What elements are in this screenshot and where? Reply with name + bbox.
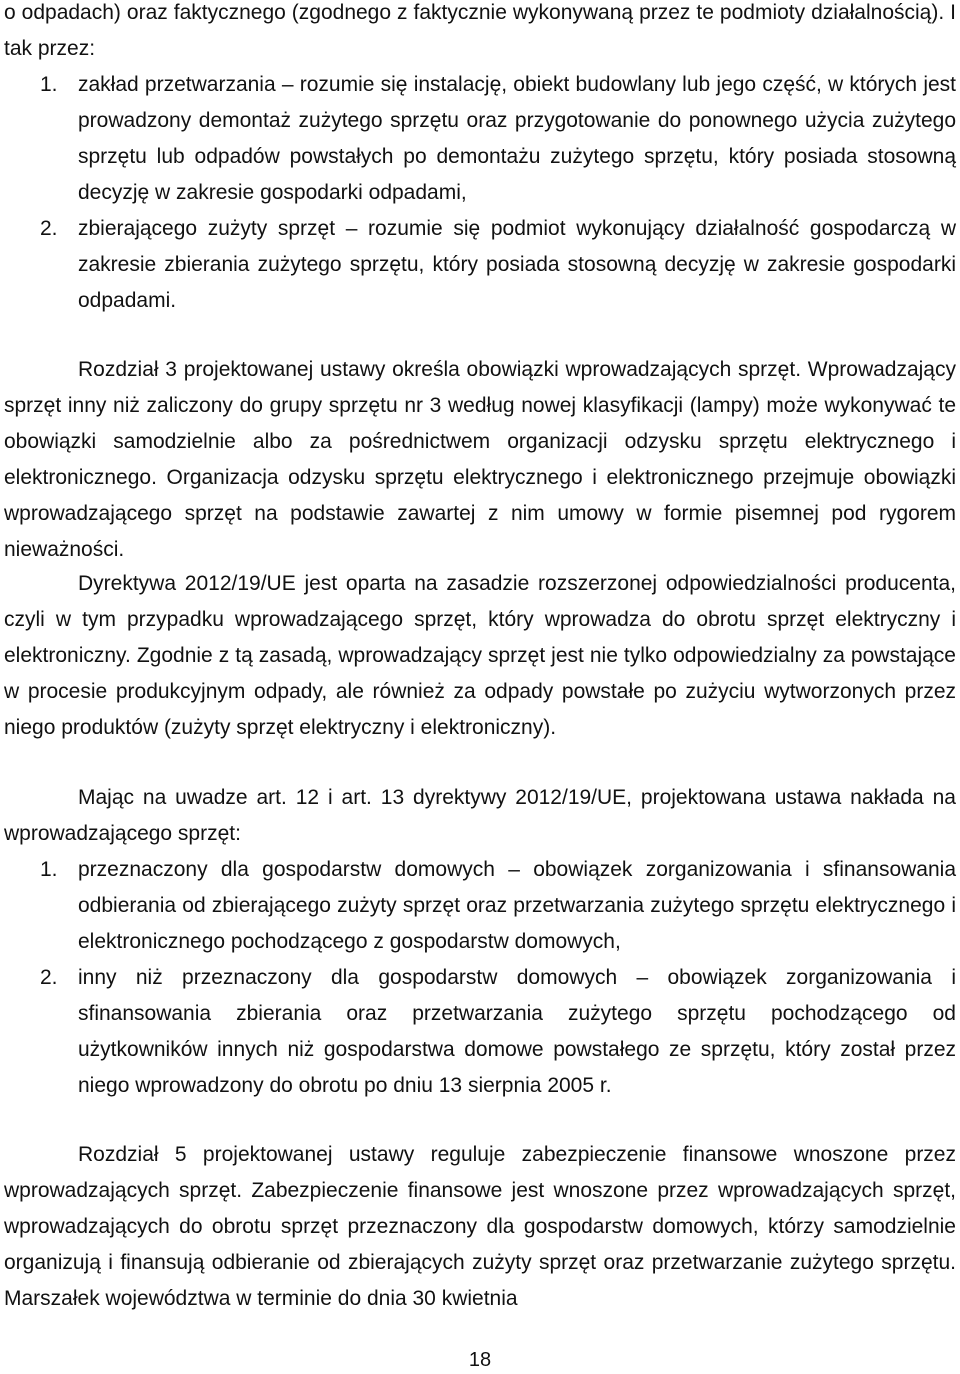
list-item-text: inny niż przeznaczony dla gospodarstw domowych – obowiązek zorganizowania i sfinansowania zbierania oraz przetwarzania zużytego sprzętu pochodzącego od użytkowników innych niż gospodarstwa domowe powstałego ze sprzętu, który został przez niego wprowadzony do obrotu po dniu 13 sierpnia 2005 r. xyxy=(78,966,956,1097)
list-item-number: 2. xyxy=(40,217,58,240)
intro-paragraph: o odpadach) oraz faktycznego (zgodnego z faktycznie wykonywaną przez te podmioty działalnością). I tak przez: xyxy=(4,1,956,60)
list-item xyxy=(4,67,956,211)
paragraph-majac-na-uwadze: Mając na uwadze art. 12 i art. 13 dyrektywy 2012/19/UE, projektowana ustawa nakłada na wprowadzającego sprzęt: xyxy=(4,786,956,845)
list-item-text: zakład przetwarzania – rozumie się instalację, obiekt budowlany lub jego część, w których jest prowadzony demontaż zużytego sprzętu oraz przygotowanie do ponownego użycia zużytego sprzętu lub odpadów powstałych po demontażu zużytego sprzętu, który posiada stosowną decyzję w zakresie gospodarki odpadami, xyxy=(78,73,956,204)
definitions-list xyxy=(4,67,956,319)
list-item xyxy=(4,852,956,960)
list-item-number: 1. xyxy=(40,858,58,881)
list-item xyxy=(4,960,956,1104)
paragraph-rozdzial-3: Rozdział 3 projektowanej ustawy określa obowiązki wprowadzających sprzęt. Wprowadzający sprzęt inny niż zaliczony do grupy sprzętu nr 3 według nowej klasyfikacji (lampy) może wykonywać te obowiązki samodzielnie albo za pośrednictwem organizacji odzysku sprzętu elektrycznego i elektronicznego. Organizacja odzysku sprzętu elektrycznego i elektronicznego przejmuje obowiązki wprowadzającego sprzęt na podstawie zawartej z nim umowy w formie pisemnej pod rygorem nieważności. xyxy=(4,358,956,561)
list-item xyxy=(4,211,956,319)
obligations-list xyxy=(4,852,956,1104)
paragraph-rozdzial-5: Rozdział 5 projektowanej ustawy reguluje zabezpieczenie finansowe wnoszone przez wprowadzających sprzęt. Zabezpieczenie finansowe jest wnoszone przez wprowadzających sprzęt, wprowadzających do obrotu sprzęt przeznaczony dla gospodarstw domowych, którzy samodzielnie organizują i finansują odbieranie od zbierających zużyty sprzęt oraz przetwarzanie zużytego sprzętu. Marszałek województwa w terminie do dnia 30 kwietnia xyxy=(4,1143,956,1310)
list-item-text: zbierającego zużyty sprzęt – rozumie się podmiot wykonujący działalność gospodarczą w zakresie zbierania zużytego sprzętu, który posiada stosowną decyzję w zakresie gospodarki odpadami. xyxy=(78,217,956,312)
paragraph-dyrektywa: Dyrektywa 2012/19/UE jest oparta na zasadzie rozszerzonej odpowiedzialności producenta, czyli w tym przypadku wprowadzającego sprzęt, który wprowadza do obrotu sprzęt elektryczny i elektroniczny. Zgodnie z tą zasadą, wprowadzający sprzęt jest nie tylko odpowiedzialny za powstające w procesie produkcyjnym odpady, ale również za odpady powstałe po zużyciu wytworzonych przez niego produktów (zużyty sprzęt elektryczny i elektroniczny). xyxy=(4,572,956,739)
page-number: 18 xyxy=(468,1349,492,1371)
list-item-number: 1. xyxy=(40,73,58,96)
list-item-text: przeznaczony dla gospodarstw domowych – obowiązek zorganizowania i sfinansowania odbierania od zbierającego zużyty sprzęt oraz przetwarzania zużytego sprzętu elektrycznego i elektronicznego pochodzącego z gospodarstw domowych, xyxy=(78,858,956,953)
list-item-number: 2. xyxy=(40,966,58,989)
